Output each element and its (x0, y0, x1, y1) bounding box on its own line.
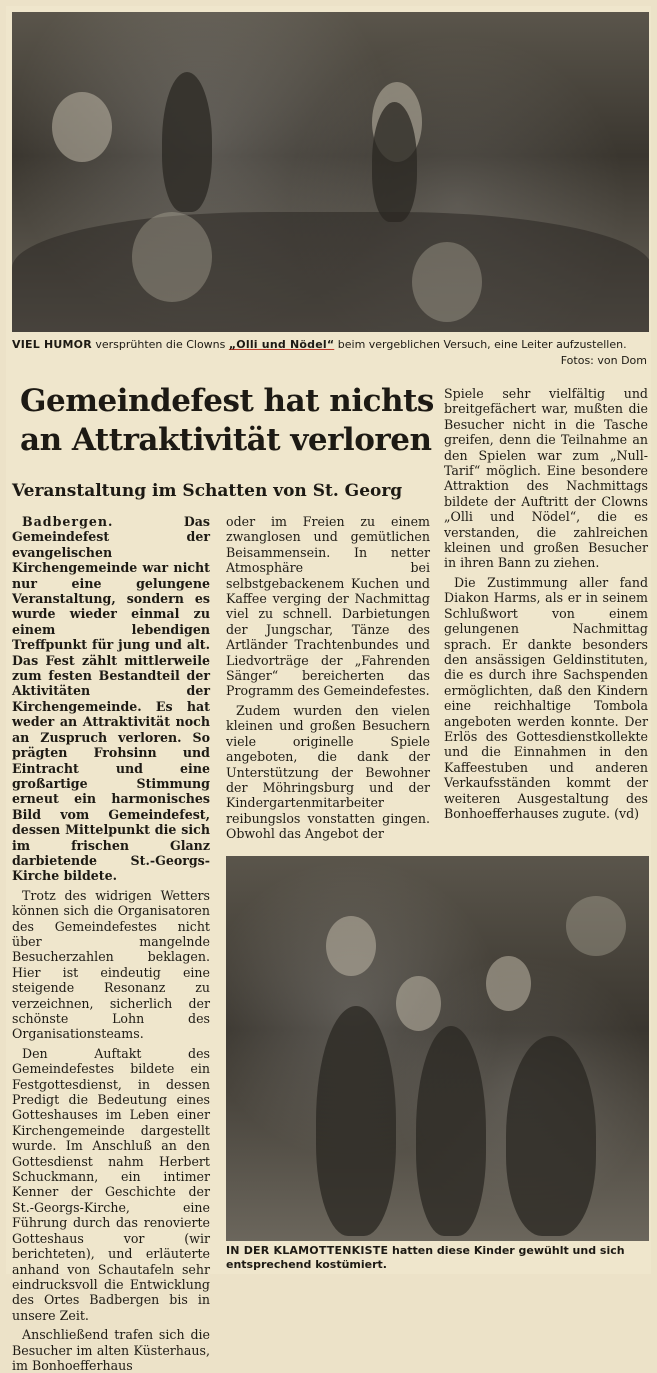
paragraph: Die Zustimmung aller fand Diakon Harms, als er in seinem Schlußwort von einem gelungenen Nachmittag sprach. Er dankte besonders den ansässigen Geldinstituten, die es durch ihre Sachspenden ermöglichten, daß den Kindern eine reichhaltige Tombola angeboten werden konnte. Der Erlös des Gottesdienstkollekte und die Einnahmen in den Kaffeestuben und anderen Verkaufsständen kommt der weiteren Ausgestaltung des Bonhoefferhauses zugute. (vd) (444, 574, 648, 821)
bottom-photo-caption (226, 1244, 650, 1272)
article-column-1 (12, 514, 210, 1373)
costumed-children-photo (226, 856, 649, 1241)
top-caption-names: „Olli und Nödel“ (228, 338, 335, 351)
headline: Gemeindefest hat nichts an Attraktivität verloren (20, 383, 434, 458)
paragraph: Spiele sehr vielfältig und breitgefächert war, mußten die Besucher nicht in die Tasche greifen, denn die Teilnahme an den Spielen war zum „Null-Tarif“ möglich. Eine besondere Attraktion des Nachmittags bildete der Auftritt der Clowns „Olli und Nödel“, die es verstanden, die zahlreichen kleinen und großen Besucher in ihren Bann zu ziehen. (444, 386, 648, 571)
dateline: Badbergen. (22, 514, 114, 529)
lead-text: Das Gemeindefest der evangelischen Kirchengemeinde war nicht nur eine gelungene Veranstaltung, sondern es wurde wieder einmal zu einem lebendigen Treffpunkt für jung und alt. Das Fest zählt mittlerweile zum festen Bestandteil der Aktivitäten der Kirchengemeinde. Es hat weder an Attraktivität noch an Zuspruch verloren. So prägten Frohsinn und Eintracht und eine großartige Stimmung erneut ein harmonisches Bild vom Gemeindefest, dessen Mittelpunkt die sich im frischen Glanz darbietende St.-Georgs-Kirche bildete. (12, 514, 210, 884)
top-caption-pre: versprühten die Clowns (91, 338, 229, 351)
paragraph: oder im Freien zu einem zwanglosen und gemütlichen Beisammensein. In netter Atmosphäre bei selbstgebackenem Kuchen und Kaffee verging der Nachmittag viel zu schnell. Darbietungen der Jungschar, Tänze des Artländer Trachtenbundes und Liedvorträge der „Fahrenden Sänger“ bereicherten das Programm des Gemeindefestes. (226, 514, 430, 699)
paragraph: Den Auftakt des Gemeindefestes bildete ein Festgottesdienst, in dessen Predigt die Bedeutung eines Gotteshauses im Leben einer Kirchengemeinde dargestellt wurde. Im Anschluß an den Gottesdienst nahm Herbert Schuckmann, ein intimer Kenner der Geschichte der St.-Georgs-Kirche, eine Führung durch das renovierte Gotteshaus vor (wir berichteten), und erläuterte anhand von Schautafeln sehr eindrucksvoll die Entwicklung des Ortes Badbergen bis in unsere Zeit. (12, 1045, 210, 1323)
paragraph: Trotz des widrigen Wetters können sich die Organisatoren des Gemeindefestes nicht über mangelnde Besucherzahlen beklagen. Hier ist eindeutig eine steigende Resonanz zu verzeichnen, sicherlich der schönste Lohn des Organisationsteams. (12, 887, 210, 1042)
top-photo-caption (12, 338, 650, 352)
article-column-2 (226, 514, 430, 842)
clowns-stage-photo (12, 12, 649, 332)
article-column-3 (444, 386, 648, 821)
top-caption-bold: VIEL HUMOR (12, 338, 92, 351)
bottom-caption-bold: IN DER KLAMOTTENKISTE (226, 1244, 389, 1257)
bottom-caption-rest: hatten diese Kinder gewühlt und sich entsprechend kostümiert. (226, 1244, 625, 1271)
subheadline: Veranstaltung im Schatten von St. Georg (12, 481, 403, 501)
photo-credit: Fotos: von Dom (560, 354, 647, 367)
paragraph: Anschließend trafen sich die Besucher im alten Küsterhaus, im Bonhoefferhaus (12, 1327, 210, 1373)
paragraph: Zudem wurden den vielen kleinen und großen Besuchern viele originelle Spiele angeboten, die dank der Unterstützung der Bewohner der Möhringsburg und der Kindergartenmitarbeiter reibungslos vonstatten gingen. Obwohl das Angebot der (226, 702, 430, 842)
lead-paragraph (12, 514, 210, 884)
top-caption-post: beim vergeblichen Versuch, eine Leiter aufzustellen. (334, 338, 627, 351)
